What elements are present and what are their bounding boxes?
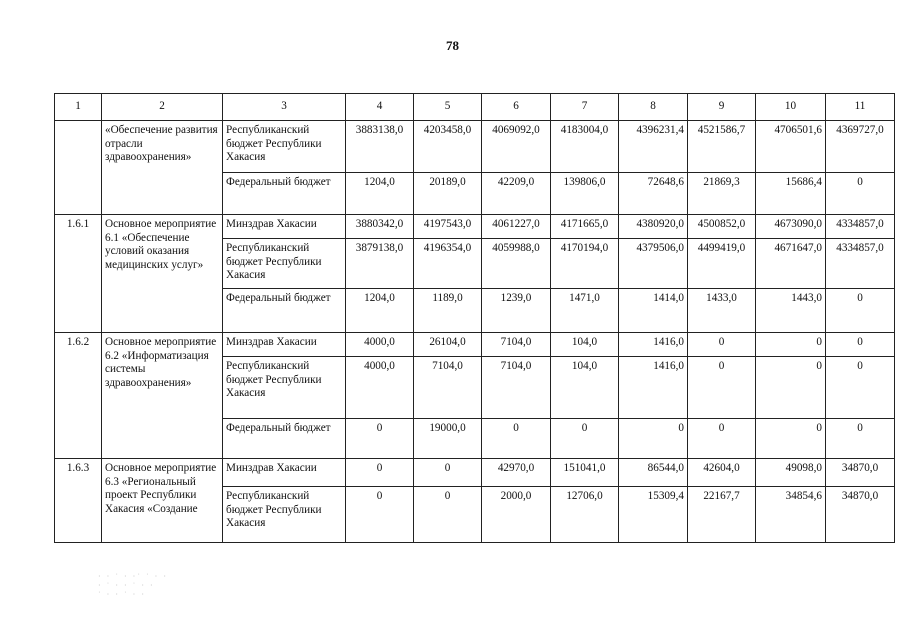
column-header: 11	[826, 94, 895, 121]
amount-cell: 4069092,0	[482, 121, 551, 173]
funding-source: Минздрав Хакасии	[223, 459, 346, 487]
amount-cell: 42970,0	[482, 459, 551, 487]
amount-cell: 4671647,0	[756, 239, 826, 289]
amount-cell: 0	[482, 419, 551, 459]
column-header: 8	[619, 94, 688, 121]
amount-cell: 1416,0	[619, 357, 688, 419]
activity-name: Основное мероприятие 6.1 «Обеспечение условий оказания медицинских услуг»	[102, 215, 223, 333]
amount-cell: 3879138,0	[346, 239, 414, 289]
column-header: 9	[688, 94, 756, 121]
amount-cell: 86544,0	[619, 459, 688, 487]
header-row	[55, 94, 895, 121]
amount-cell: 12706,0	[551, 487, 619, 543]
amount-cell: 0	[688, 333, 756, 357]
amount-cell: 151041,0	[551, 459, 619, 487]
column-header: 10	[756, 94, 826, 121]
amount-cell: 4396231,4	[619, 121, 688, 173]
amount-cell: 3883138,0	[346, 121, 414, 173]
amount-cell: 49098,0	[756, 459, 826, 487]
amount-cell: 42209,0	[482, 173, 551, 215]
amount-cell: 1471,0	[551, 289, 619, 333]
amount-cell: 34870,0	[826, 487, 895, 543]
amount-cell: 4379506,0	[619, 239, 688, 289]
amount-cell: 4706501,6	[756, 121, 826, 173]
amount-cell: 104,0	[551, 357, 619, 419]
amount-cell: 7104,0	[482, 333, 551, 357]
amount-cell: 0	[414, 487, 482, 543]
amount-cell: 2000,0	[482, 487, 551, 543]
table-body	[55, 94, 895, 543]
amount-cell: 4521586,7	[688, 121, 756, 173]
amount-cell: 22167,7	[688, 487, 756, 543]
funding-source: Республиканский бюджет Республики Хакасия	[223, 239, 346, 289]
column-header: 7	[551, 94, 619, 121]
amount-cell: 4000,0	[346, 333, 414, 357]
amount-cell: 4500852,0	[688, 215, 756, 239]
amount-cell: 1239,0	[482, 289, 551, 333]
amount-cell: 4673090,0	[756, 215, 826, 239]
amount-cell: 1189,0	[414, 289, 482, 333]
amount-cell: 0	[826, 357, 895, 419]
amount-cell: 0	[414, 459, 482, 487]
amount-cell: 7104,0	[414, 357, 482, 419]
column-header: 6	[482, 94, 551, 121]
amount-cell: 4197543,0	[414, 215, 482, 239]
amount-cell: 15309,4	[619, 487, 688, 543]
budget-table	[54, 93, 895, 543]
row-code: 1.6.3	[55, 459, 102, 543]
page-number: 78	[446, 38, 459, 53]
amount-cell: 7104,0	[482, 357, 551, 419]
amount-cell: 4000,0	[346, 357, 414, 419]
amount-cell: 34854,6	[756, 487, 826, 543]
amount-cell: 4334857,0	[826, 239, 895, 289]
amount-cell: 0	[826, 419, 895, 459]
column-header: 1	[55, 94, 102, 121]
funding-source: Федеральный бюджет	[223, 289, 346, 333]
amount-cell: 0	[756, 333, 826, 357]
funding-source: Республиканский бюджет Республики Хакасия	[223, 357, 346, 419]
table-row	[55, 459, 895, 487]
amount-cell: 0	[346, 487, 414, 543]
row-code: 1.6.2	[55, 333, 102, 459]
amount-cell: 26104,0	[414, 333, 482, 357]
funding-source: Федеральный бюджет	[223, 419, 346, 459]
amount-cell: 0	[619, 419, 688, 459]
amount-cell: 0	[688, 357, 756, 419]
amount-cell: 0	[826, 173, 895, 215]
row-code	[55, 121, 102, 215]
amount-cell: 21869,3	[688, 173, 756, 215]
amount-cell: 4334857,0	[826, 215, 895, 239]
funding-source: Республиканский бюджет Республики Хакасия	[223, 121, 346, 173]
amount-cell: 0	[826, 333, 895, 357]
amount-cell: 1204,0	[346, 289, 414, 333]
column-header: 2	[102, 94, 223, 121]
scan-artifact: · · ˙ · ·˙ ˙ · · · ˙ · · ˙ · · ˙ · · ˙ · ·	[98, 572, 168, 599]
amount-cell: 4061227,0	[482, 215, 551, 239]
column-header: 5	[414, 94, 482, 121]
row-code: 1.6.1	[55, 215, 102, 333]
amount-cell: 4196354,0	[414, 239, 482, 289]
table-row	[55, 121, 895, 173]
activity-name: Основное мероприятие 6.2 «Информатизация системы здравоохранения»	[102, 333, 223, 459]
amount-cell: 1443,0	[756, 289, 826, 333]
amount-cell: 0	[826, 289, 895, 333]
amount-cell: 3880342,0	[346, 215, 414, 239]
amount-cell: 20189,0	[414, 173, 482, 215]
amount-cell: 4499419,0	[688, 239, 756, 289]
amount-cell: 1204,0	[346, 173, 414, 215]
activity-name: Основное мероприятие 6.3 «Региональный проект Республики Хакасия «Создание	[102, 459, 223, 543]
amount-cell: 4369727,0	[826, 121, 895, 173]
amount-cell: 4059988,0	[482, 239, 551, 289]
funding-source: Республиканский бюджет Республики Хакасия	[223, 487, 346, 543]
column-header: 3	[223, 94, 346, 121]
amount-cell: 72648,6	[619, 173, 688, 215]
amount-cell: 42604,0	[688, 459, 756, 487]
amount-cell: 139806,0	[551, 173, 619, 215]
amount-cell: 0	[346, 459, 414, 487]
activity-name: «Обеспечение развития отрасли здравоохранения»	[102, 121, 223, 215]
amount-cell: 4171665,0	[551, 215, 619, 239]
amount-cell: 1416,0	[619, 333, 688, 357]
amount-cell: 0	[688, 419, 756, 459]
amount-cell: 104,0	[551, 333, 619, 357]
funding-source: Федеральный бюджет	[223, 173, 346, 215]
amount-cell: 1433,0	[688, 289, 756, 333]
amount-cell: 0	[346, 419, 414, 459]
amount-cell: 19000,0	[414, 419, 482, 459]
table-row	[55, 215, 895, 239]
table-row	[55, 333, 895, 357]
amount-cell: 4203458,0	[414, 121, 482, 173]
amount-cell: 4380920,0	[619, 215, 688, 239]
amount-cell: 0	[551, 419, 619, 459]
amount-cell: 1414,0	[619, 289, 688, 333]
amount-cell: 0	[756, 419, 826, 459]
column-header: 4	[346, 94, 414, 121]
amount-cell: 0	[756, 357, 826, 419]
amount-cell: 34870,0	[826, 459, 895, 487]
amount-cell: 4183004,0	[551, 121, 619, 173]
funding-source: Минздрав Хакасии	[223, 215, 346, 239]
amount-cell: 15686,4	[756, 173, 826, 215]
amount-cell: 4170194,0	[551, 239, 619, 289]
funding-source: Минздрав Хакасии	[223, 333, 346, 357]
